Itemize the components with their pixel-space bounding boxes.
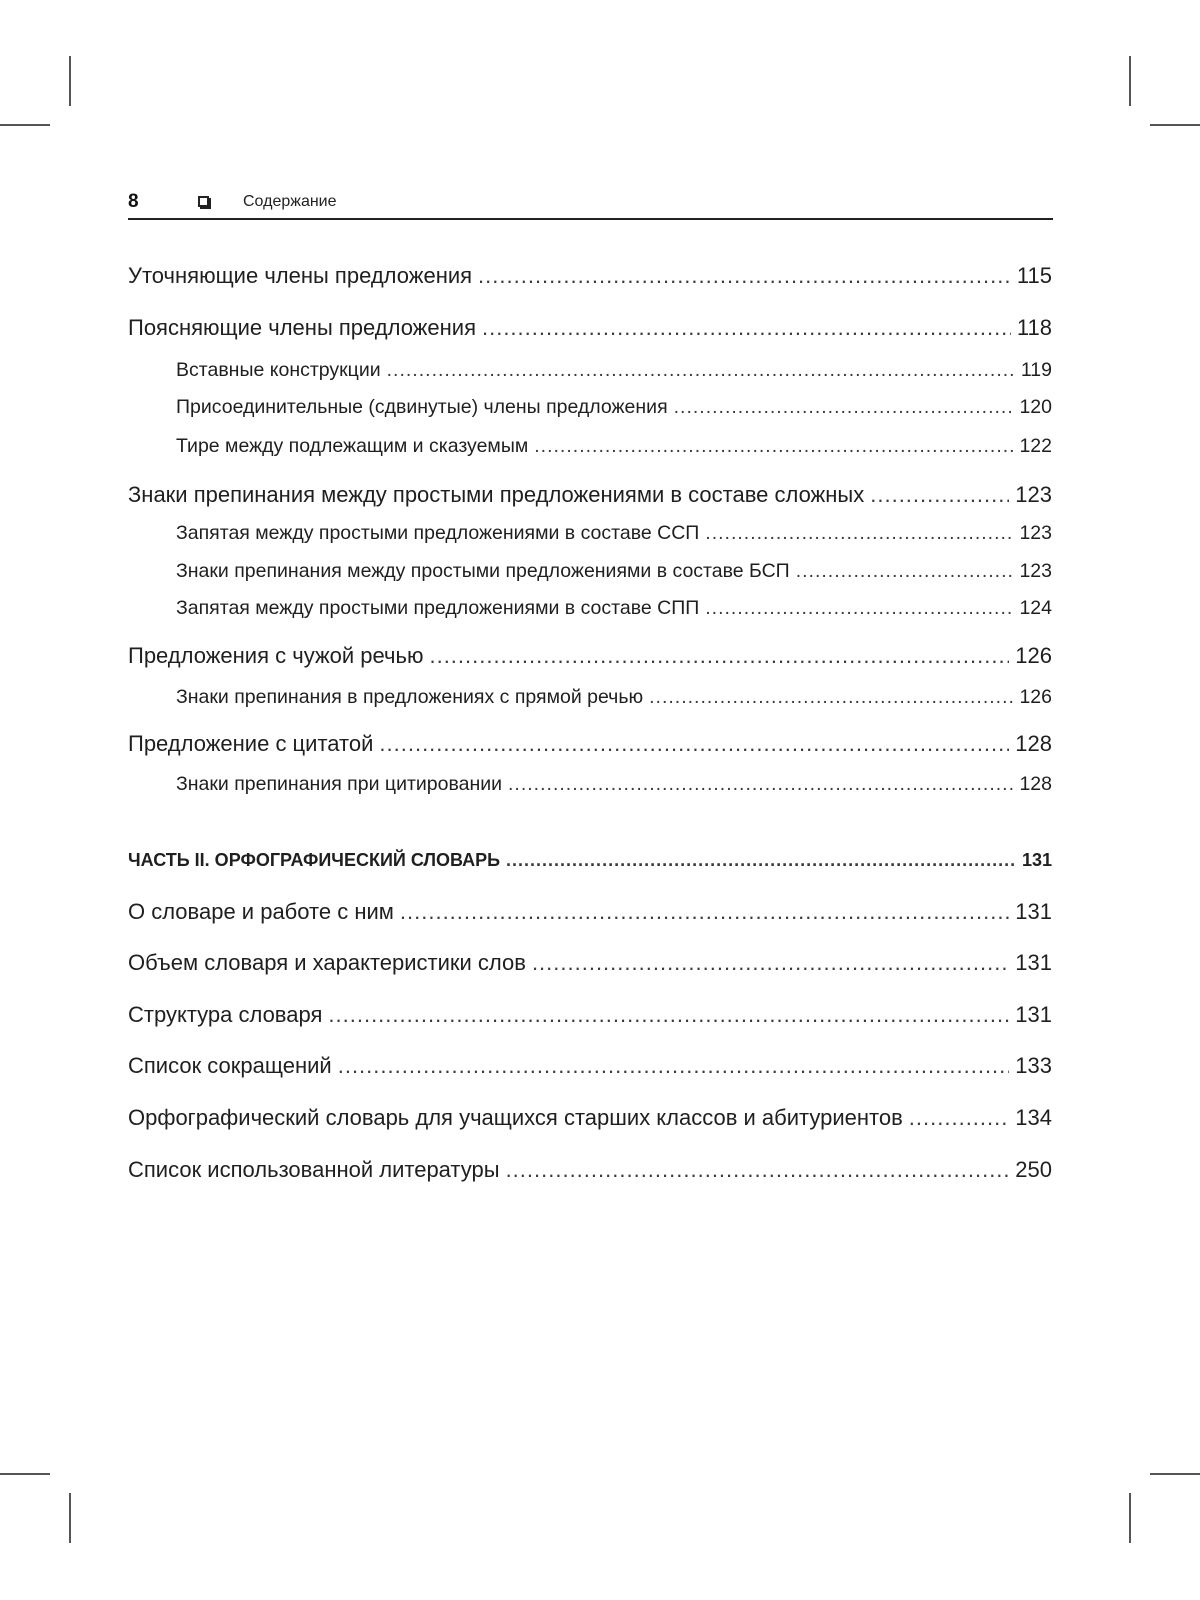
toc-subentry[interactable] <box>176 770 1052 798</box>
crop-mark-bottom-right-vertical <box>1129 1493 1131 1543</box>
crop-mark-bottom-left-vertical <box>69 1493 71 1543</box>
toc-page-number: 115 <box>1016 263 1052 288</box>
dot-leader <box>649 683 1013 711</box>
dot-leader <box>705 594 1013 622</box>
toc-page-number: 133 <box>1015 1053 1052 1078</box>
toc-entry[interactable] <box>128 262 1052 290</box>
toc-entry-title: Список сокращений <box>128 1053 332 1078</box>
toc-page-number: 126 <box>1019 686 1052 708</box>
toc-page-number: 131 <box>1015 1002 1052 1027</box>
toc-subentry[interactable] <box>176 432 1052 460</box>
toc-page-number: 119 <box>1020 359 1052 381</box>
toc-entry-title: Запятая между простыми предложениями в составе ССП <box>176 522 700 544</box>
dot-leader <box>429 642 1009 670</box>
toc-page-number: 123 <box>1019 522 1052 544</box>
toc-entry-title: Тире между подлежащим и сказуемым <box>176 435 529 457</box>
toc-entry-title: Вставные конструкции <box>176 359 381 381</box>
toc-page-number: 131 <box>1015 899 1052 924</box>
dot-leader <box>379 730 1009 758</box>
toc-subentry[interactable] <box>176 393 1052 421</box>
toc-entry-title: Объем словаря и характеристики слов <box>128 950 526 975</box>
dot-leader <box>400 898 1009 926</box>
toc-page-number: 126 <box>1015 643 1052 668</box>
toc-entry[interactable] <box>128 898 1052 926</box>
toc-entry-title: Структура словаря <box>128 1002 323 1027</box>
toc-entry-title: ЧАСТЬ II. ОРФОГРАФИЧЕСКИЙ СЛОВАРЬ <box>128 850 501 870</box>
toc-part-heading[interactable] <box>128 846 1052 874</box>
toc-page-number: 131 <box>1015 950 1052 975</box>
toc-entry-title: Предложения с чужой речью <box>128 643 424 668</box>
crop-mark-top-right-vertical <box>1129 56 1131 106</box>
crop-mark-top-right-horizontal <box>1150 124 1200 126</box>
dot-leader <box>506 846 1016 874</box>
dot-leader <box>909 1104 1009 1132</box>
toc-entry-title: Присоединительные (сдвинутые) члены предложения <box>176 396 668 418</box>
page-number: 8 <box>128 191 139 212</box>
dot-leader <box>534 432 1013 460</box>
toc-page-number: 131 <box>1021 850 1052 870</box>
toc-page-number: 134 <box>1015 1105 1052 1130</box>
dot-leader <box>506 1156 1010 1184</box>
toc-entry[interactable] <box>128 730 1052 758</box>
toc-page-number: 250 <box>1015 1157 1052 1182</box>
dot-leader <box>482 314 1011 342</box>
toc-page-number: 128 <box>1015 731 1052 756</box>
dot-leader <box>387 356 1015 384</box>
dot-leader <box>705 519 1013 547</box>
toc-entry-title: Поясняющие члены предложения <box>128 315 476 340</box>
toc-entry[interactable] <box>128 1052 1052 1080</box>
section-title: Содержание <box>243 193 337 210</box>
toc-entry-title: Предложение с цитатой <box>128 731 374 756</box>
toc-subentry[interactable] <box>176 519 1052 547</box>
toc-page-number: 124 <box>1019 597 1052 619</box>
toc-entry[interactable] <box>128 1001 1052 1029</box>
dot-leader <box>508 770 1013 798</box>
checkbox-square-icon <box>198 196 209 207</box>
dot-leader <box>328 1001 1009 1029</box>
dot-leader <box>478 262 1011 290</box>
toc-entry[interactable] <box>128 1104 1052 1132</box>
toc-entry-title: Знаки препинания при цитировании <box>176 773 503 795</box>
toc-page-number: 123 <box>1015 482 1052 507</box>
dot-leader <box>674 393 1014 421</box>
toc-entry-title: Знаки препинания между простыми предложениями в составе сложных <box>128 482 865 507</box>
toc-entry-title: Знаки препинания в предложениях с прямой речью <box>176 686 644 708</box>
toc-page-number: 122 <box>1019 435 1052 457</box>
toc-entry-title: Запятая между простыми предложениями в составе СПП <box>176 597 700 619</box>
dot-leader <box>338 1052 1010 1080</box>
toc-entry[interactable] <box>128 642 1052 670</box>
toc-subentry[interactable] <box>176 356 1052 384</box>
toc-entry-title: Орфографический словарь для учащихся старших классов и абитуриентов <box>128 1105 903 1130</box>
toc-entry[interactable] <box>128 481 1052 509</box>
toc-entry[interactable] <box>128 314 1052 342</box>
crop-mark-top-left-vertical <box>69 56 71 106</box>
toc-subentry[interactable] <box>176 683 1052 711</box>
crop-mark-bottom-right-horizontal <box>1150 1473 1200 1475</box>
toc-entry[interactable] <box>128 1156 1052 1184</box>
toc-subentry[interactable] <box>176 594 1052 622</box>
toc-entry-title: О словаре и работе с ним <box>128 899 394 924</box>
dot-leader <box>532 949 1009 977</box>
toc-entry-title: Знаки препинания между простыми предложениями в составе БСП <box>176 560 790 582</box>
toc-subentry[interactable] <box>176 557 1052 585</box>
dot-leader <box>796 557 1014 585</box>
crop-mark-top-left-horizontal <box>0 124 50 126</box>
dot-leader <box>870 481 1009 509</box>
toc-entry[interactable] <box>128 949 1052 977</box>
toc-page-number: 128 <box>1019 773 1052 795</box>
toc-page-number: 120 <box>1019 396 1052 418</box>
running-header <box>128 190 1053 220</box>
toc-entry-title: Уточняющие члены предложения <box>128 263 473 288</box>
toc-page-number: 123 <box>1019 560 1052 582</box>
toc-entry-title: Список использованной литературы <box>128 1157 500 1182</box>
toc-page-number: 118 <box>1016 315 1052 340</box>
crop-mark-bottom-left-horizontal <box>0 1473 50 1475</box>
